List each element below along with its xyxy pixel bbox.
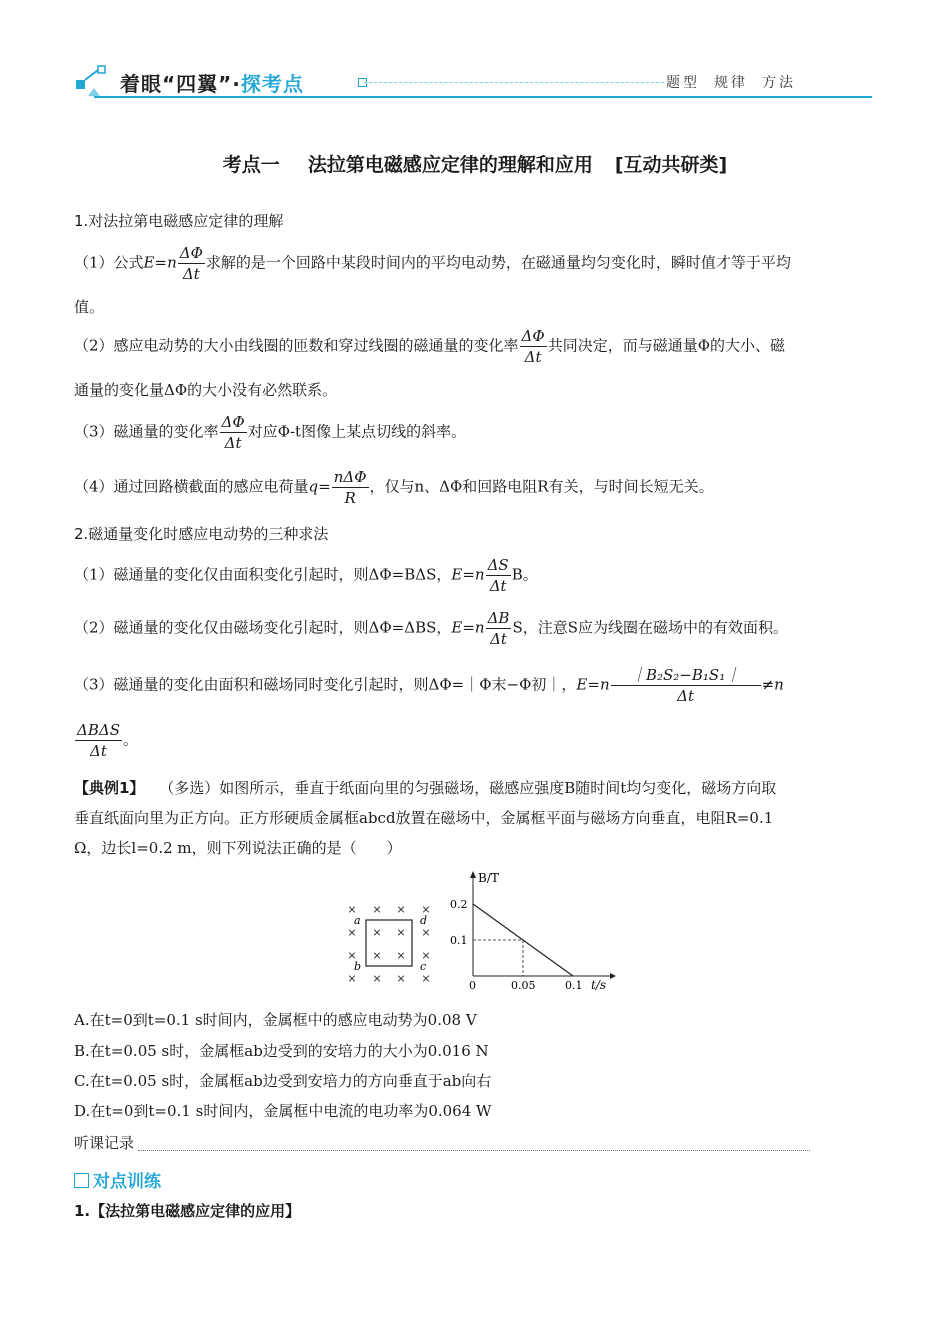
corner-label-c: c <box>420 960 427 973</box>
corner-label-b: b <box>354 960 362 973</box>
x-axis-label: t/s <box>591 978 607 992</box>
option-b: B.在t=0.05 s时，金属框ab边受到的安培力的大小为0.016 N <box>74 1042 489 1060</box>
banner-tag: 题型 <box>666 75 700 91</box>
example-line2: 垂直纸面向里为正方向。正方形硬质金属框abcd放置在磁场中，金属框平面与磁场方向垂直，电阻R=0.1 <box>74 809 774 827</box>
field-cross-icon: × <box>347 903 357 916</box>
section2-method3-cont: $\frac{\text{ΔBΔS}}{\Delta t}$ 。 <box>77 721 138 760</box>
banner-logo-icon <box>72 62 120 106</box>
section2-method3: （3）磁通量的变化由面积和磁场同时变化引起时，则ΔΦ=｜Φ末−Φ初｜，E=n $\frac{\text{｜B₂S₂−B₁S₁｜}}{\Delta t}$ ≠n <box>74 666 784 705</box>
example-line3: Ω，边长l=0.2 m，则下列说法正确的是（ ） <box>74 839 402 857</box>
y-tick-label: 0.1 <box>450 934 468 947</box>
field-cross-icon: × <box>421 926 431 939</box>
x-axis-arrow-icon <box>610 973 616 979</box>
section1-item2-cont: 通量的变化量ΔΦ的大小没有必然联系。 <box>74 381 338 399</box>
section1-item1-cont: 值。 <box>74 298 105 316</box>
banner-tags <box>652 72 796 92</box>
training-heading: 对点训练 <box>74 1167 161 1192</box>
section-banner <box>72 62 872 110</box>
record-dotted-line <box>138 1150 810 1151</box>
section1-item2: （2）感应电动势的大小由线圈的匝数和穿过线圈的磁通量的变化率 $\frac{\Delta\Phi}{\Delta t}$ 共同决定，而与磁通量Φ的大小、磁 <box>74 327 785 366</box>
field-cross-icon: × <box>396 949 406 962</box>
y-axis-label: B/T <box>478 871 499 885</box>
field-cross-icon: × <box>347 926 357 939</box>
option-c: C.在t=0.05 s时，金属框ab边受到安培力的方向垂直于ab向右 <box>74 1072 492 1090</box>
field-cross-icon: × <box>396 926 406 939</box>
field-cross-icon: × <box>421 903 431 916</box>
section1-title: 1.对法拉第电磁感应定律的理解 <box>74 212 284 230</box>
corner-label-d: d <box>420 914 428 927</box>
page-title: 考点一 法拉第电磁感应定律的理解和应用 [互动共研类] <box>222 154 728 176</box>
y-tick-label: 0.2 <box>450 898 468 911</box>
origin-label: 0 <box>469 979 476 992</box>
section1-item1: （1）公式E=n $\frac{\Delta\Phi}{\Delta t}$ 求解的是一个回路中某段时间内的平均电动势，在磁通量均匀变化时，瞬时值才等于平均 <box>74 244 791 283</box>
field-cross-icon: × <box>372 972 382 985</box>
banner-dashed-line <box>364 82 664 83</box>
checkbox-icon <box>74 1173 89 1188</box>
corner-label-a: a <box>354 914 361 927</box>
field-cross-icon: × <box>372 926 382 939</box>
section2-method2: （2）磁通量的变化仅由磁场变化引起时，则ΔΦ=ΔBS，E=n $\frac{\Delta B}{\Delta t}$ S，注意S应为线圈在磁场中的有效面积。 <box>74 609 788 648</box>
record-label: 听课记录 <box>74 1134 135 1152</box>
field-cross-icon: × <box>421 949 431 962</box>
example-line1: 【典例1】 （多选）如图所示，垂直于纸面向里的匀强磁场，磁感应强度B随时间t均匀变化，磁场方向取 <box>74 779 777 797</box>
banner-tag: 方法 <box>762 75 796 91</box>
banner-tag: 规律 <box>714 75 748 91</box>
magnetic-field-figure <box>340 898 440 988</box>
field-cross-icon: × <box>396 903 406 916</box>
field-cross-icon: × <box>396 972 406 985</box>
field-cross-icon: × <box>372 949 382 962</box>
x-tick-label: 0.05 <box>511 979 536 992</box>
x-tick-label: 0.1 <box>565 979 583 992</box>
banner-title: 着眼“四翼”·探考点 <box>120 72 304 96</box>
banner-rule <box>94 96 872 98</box>
field-cross-icon: × <box>347 949 357 962</box>
b-t-graph <box>448 868 618 994</box>
y-axis-arrow-icon <box>470 871 476 878</box>
field-cross-icon: × <box>347 972 357 985</box>
option-a: A.在t=0到t=0.1 s时间内，金属框中的感应电动势为0.08 V <box>74 1011 477 1029</box>
section2-method1: （1）磁通量的变化仅由面积变化引起时，则ΔΦ=BΔS，E=n $\frac{\Delta S}{\Delta t}$ B。 <box>74 556 538 595</box>
training-item-1: 1.【法拉第电磁感应定律的应用】 <box>74 1202 301 1220</box>
field-cross-icon: × <box>372 903 382 916</box>
option-d: D.在t=0到t=0.1 s时间内，金属框中电流的电功率为0.064 W <box>74 1102 492 1120</box>
field-cross-icon: × <box>421 972 431 985</box>
section1-item4: （4）通过回路横截面的感应电荷量q= $\frac{\text{nΔΦ}}{R}$ ，仅与n、ΔΦ和回路电阻R有关，与时间长短无关。 <box>74 468 714 507</box>
section2-title: 2.磁通量变化时感应电动势的三种求法 <box>74 525 329 543</box>
section1-item3: （3）磁通量的变化率 $\frac{\Delta\Phi}{\Delta t}$ 对应Φ-t图像上某点切线的斜率。 <box>74 413 467 452</box>
